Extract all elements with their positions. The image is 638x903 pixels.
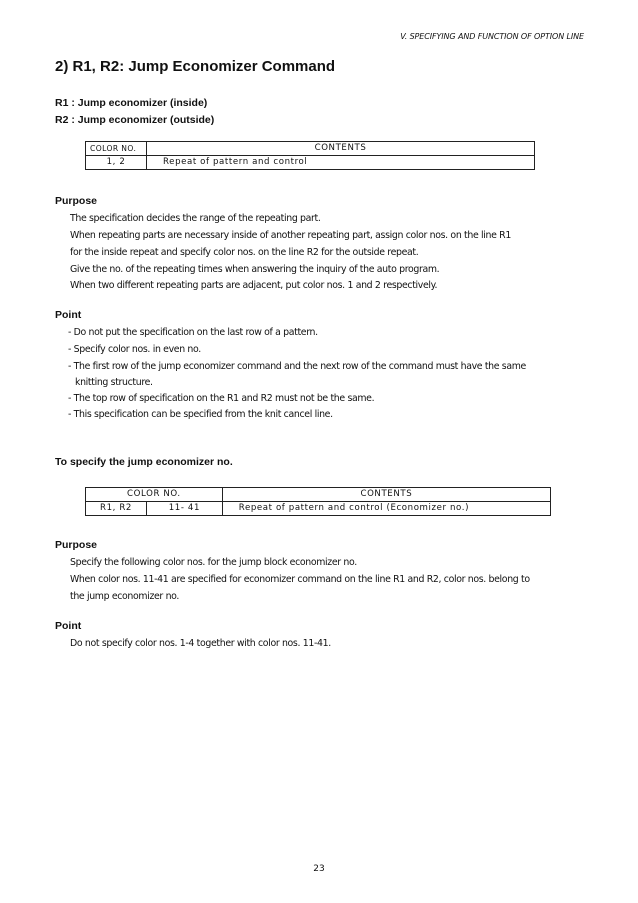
table-cell: 1, 2 bbox=[86, 156, 147, 170]
r2-definition: R2 : Jump economizer (outside) bbox=[55, 114, 215, 126]
table-header-cell: CONTENTS bbox=[222, 488, 550, 502]
table-header-row bbox=[86, 142, 535, 156]
table-header-row bbox=[86, 488, 551, 502]
purpose-heading: Purpose bbox=[55, 539, 98, 551]
point-item: - The top row of specification on the R1 and R2 must not be the same. bbox=[68, 393, 375, 404]
color-contents-table bbox=[85, 141, 535, 170]
table-cell: Repeat of pattern and control (Economizer no.) bbox=[222, 502, 550, 516]
point-item-continuation: knitting structure. bbox=[75, 377, 153, 388]
paragraph-line: When color nos. 11-41 are specified for economizer command on the line R1 and R2, color nos. belong to bbox=[70, 574, 530, 585]
table-row bbox=[86, 156, 535, 170]
point-item: Do not specify color nos. 1-4 together with color nos. 11-41. bbox=[70, 638, 331, 649]
section-title: 2) R1, R2: Jump Economizer Command bbox=[55, 58, 336, 75]
paragraph-line: for the inside repeat and specify color nos. on the line R2 for the outside repeat. bbox=[70, 247, 419, 258]
paragraph-line: When repeating parts are necessary inside of another repeating part, assign color nos. on the line R1 bbox=[70, 230, 511, 241]
point-heading: Point bbox=[55, 620, 82, 632]
point-item: - This specification can be specified from the knit cancel line. bbox=[68, 409, 333, 420]
point-item: - Specify color nos. in even no. bbox=[68, 344, 201, 355]
point-item: - Do not put the specification on the last row of a pattern. bbox=[68, 327, 318, 338]
paragraph-line: The specification decides the range of the repeating part. bbox=[70, 213, 321, 224]
subsection-title: To specify the jump economizer no. bbox=[55, 456, 233, 468]
table-header-cell: COLOR NO. bbox=[86, 142, 147, 156]
point-heading: Point bbox=[55, 309, 82, 321]
page-number: 23 bbox=[313, 864, 325, 874]
table-row bbox=[86, 502, 551, 516]
table-header-cell: CONTENTS bbox=[147, 142, 535, 156]
r1-definition: R1 : Jump economizer (inside) bbox=[55, 97, 208, 109]
purpose-heading: Purpose bbox=[55, 195, 98, 207]
point-item: - The first row of the jump economizer command and the next row of the command must have the same bbox=[68, 361, 526, 372]
economizer-table bbox=[85, 487, 551, 516]
paragraph-line: Specify the following color nos. for the jump block economizer no. bbox=[70, 557, 357, 568]
paragraph-line: When two different repeating parts are adjacent, put color nos. 1 and 2 respectively. bbox=[70, 280, 438, 291]
table-cell: Repeat of pattern and control bbox=[147, 156, 535, 170]
paragraph-line: the jump economizer no. bbox=[70, 591, 180, 602]
running-header: V. SPECIFYING AND FUNCTION OF OPTION LINE bbox=[400, 32, 584, 41]
table-header-cell: COLOR NO. bbox=[86, 488, 223, 502]
table-cell: R1, R2 bbox=[86, 502, 147, 516]
paragraph-line: Give the no. of the repeating times when answering the inquiry of the auto program. bbox=[70, 264, 440, 275]
table-cell: 11- 41 bbox=[147, 502, 223, 516]
